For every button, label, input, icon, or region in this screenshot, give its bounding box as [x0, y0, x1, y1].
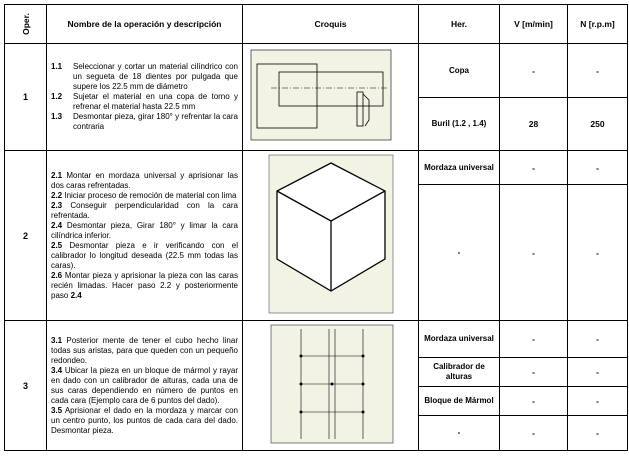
tool-name: Buril (1.2 , 1.4)	[419, 98, 500, 151]
tool-name: Bloque de Mármol	[419, 387, 500, 416]
table-row	[5, 321, 628, 358]
oper-number: 3	[5, 321, 47, 451]
step: 1.1 Seleccionar y cortar un material cilíndrico con un segueta de 18 dientes por pulgada que supere los 22.5 mm de diámetro	[51, 62, 238, 91]
cutting-speed: -	[500, 44, 568, 98]
operation-description	[47, 44, 243, 151]
dice-layout-sketch-drawing	[243, 321, 419, 447]
step: 1.2 Sujetar el material en una copa de torno y refrenar el material hasta 22.5 mm	[51, 92, 238, 111]
cutting-speed: 28	[500, 98, 568, 151]
oper-number: 1	[5, 44, 47, 151]
step: 2.1 Montar en mordaza universal y aprisionar las dos caras refrentadas.	[51, 170, 238, 190]
tool-name: -	[419, 185, 500, 321]
tool-name: Mordaza universal	[419, 321, 500, 358]
step: 1.3 Desmontar pieza, girar 180° y refrentar la cara contraria	[51, 112, 238, 131]
cutting-speed: -	[500, 185, 568, 321]
step: 2.6 Montar pieza y aprisionar la pieza con las caras recién limadas. Hacer paso 2.2 y posteriormente paso 2.4	[51, 270, 238, 300]
header-her: Her.	[419, 5, 500, 44]
step: 2.5 Desmontar pieza e ir verificando con el calibrador lo longitud deseada (22.5 mm todas las caras).	[51, 240, 238, 270]
sketch-cell	[243, 44, 419, 151]
spindle-speed: -	[568, 44, 628, 98]
cutting-speed: -	[500, 387, 568, 416]
cutting-speed: -	[500, 358, 568, 387]
spindle-speed: -	[568, 321, 628, 358]
spindle-speed: -	[568, 185, 628, 321]
step: 2.3 Conseguir perpendicularidad con la cara refrentada.	[51, 200, 238, 220]
step: 3.4 Ubicar la pieza en un bloque de mármol y rayar en dado con un calibrador de alturas, cada una de sus caras dependiendo en número de puntos en cada cara (Ejemplo cara de 6 puntos del dado).	[51, 365, 238, 405]
step: 3.5 Aprisionar el dado en la mordaza y marcar con un centro punto, los puntos de cada cara del dado. Desmontar pieza.	[51, 405, 239, 435]
step: 2.4 Desmontar pieza, Girar 180° y limar la cara cilíndrica inferior.	[51, 220, 238, 240]
cutting-speed: -	[500, 151, 568, 185]
process-sheet-table	[4, 4, 628, 451]
cube-sketch-drawing	[243, 151, 419, 317]
cutting-speed: -	[500, 415, 568, 450]
header-oper: Oper.	[5, 5, 47, 44]
table-row	[5, 44, 628, 98]
spindle-speed: -	[568, 358, 628, 387]
header-row	[5, 5, 628, 44]
cutting-speed: -	[500, 321, 568, 358]
header-v: V [m/min]	[500, 5, 568, 44]
header-n: N [r.p.m]	[568, 5, 628, 44]
spindle-speed: -	[568, 387, 628, 416]
header-desc: Nombre de la operación y descripción	[47, 5, 243, 44]
lathe-sketch-drawing	[243, 46, 419, 146]
tool-name: -	[419, 415, 500, 450]
sketch-cell	[243, 321, 419, 451]
step: 2.2 Iniciar proceso de remoción de material con lima	[51, 190, 237, 200]
tool-name: Mordaza universal	[419, 151, 500, 185]
spindle-speed: -	[568, 415, 628, 450]
spindle-speed: -	[568, 151, 628, 185]
table-row	[5, 151, 628, 185]
operation-description	[47, 151, 243, 321]
step: 3.1 Posterior mente de tener el cubo hecho linar todas sus aristas, para que queden con un pequeño redondeo.	[51, 335, 238, 365]
operation-description	[47, 321, 243, 451]
tool-name: Calibrador de alturas	[419, 358, 500, 387]
tool-name: Copa	[419, 44, 500, 98]
sketch-cell	[243, 151, 419, 321]
header-croquis: Croquis	[243, 5, 419, 44]
spindle-speed: 250	[568, 98, 628, 151]
oper-number: 2	[5, 151, 47, 321]
